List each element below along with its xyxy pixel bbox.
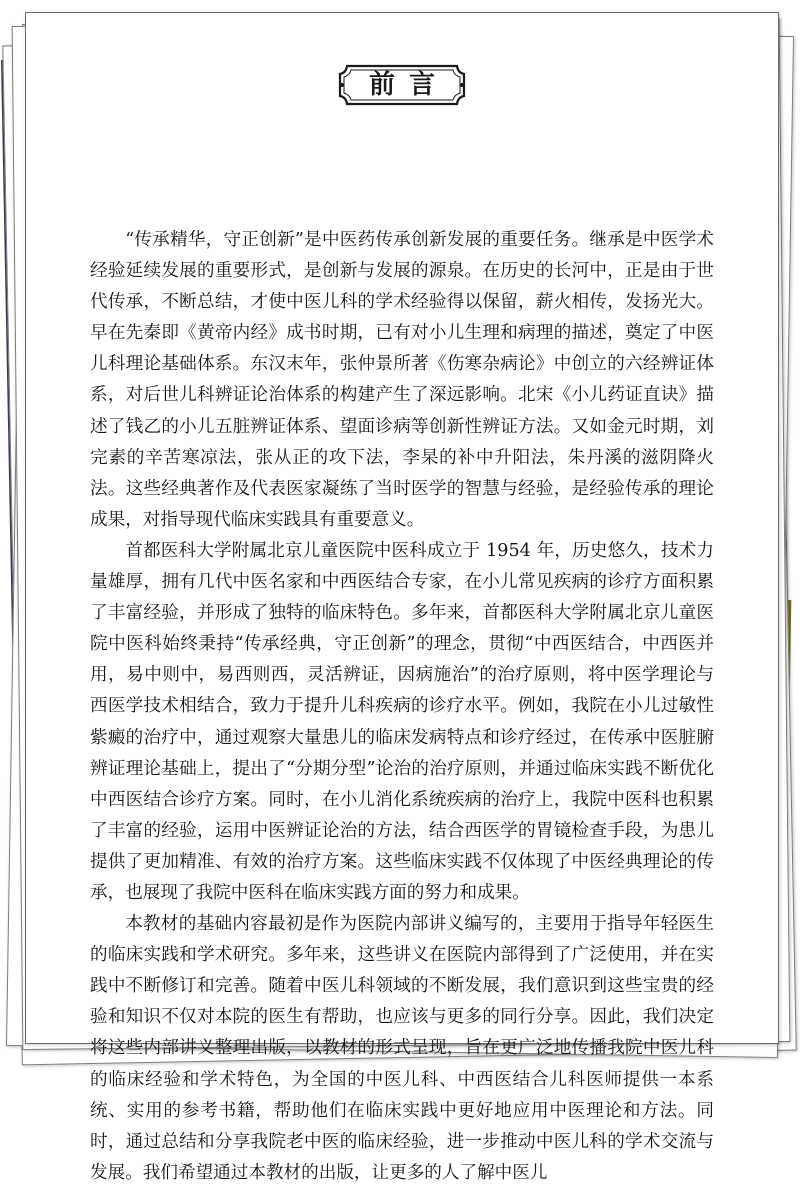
preface-body [90,225,714,1189]
paragraph: 本教材的基础内容最初是作为医院内部讲义编写的，主要用于指导年轻医生的临床实践和学术研究。多年来，这些讲义在医院内部得到了广泛使用，并在实践中不断修订和完善。随着中医儿科领域的不断发展，我们意识到这些宝贵的经验和知识不仅对本院的医生有帮助，也应该与更多的同行分享。因此，我们决定将这些内部讲义整理出版，以教材的形式呈现，旨在更广泛地传播我院中医儿科的临床经验和学术特色，为全国的中医儿科、中西医结合儿科医师提供一本系统、实用的参考书籍，帮助他们在临床实践中更好地应用中医理论和方法。同时，通过总结和分享我院老中医的临床经验，进一步推动中医儿科的学术交流与发展。我们希望通过本教材的出版，让更多的人了解中医儿 [90,914,714,1183]
paragraph: 首都医科大学附属北京儿童医院中医科成立于 1954 年，历史悠久，技术力量雄厚，拥有几代中医名家和中西医结合专家，在小儿常见疾病的诊疗方面积累了丰富经验，并形成了独特的临床特色。多年来，首都医科大学附属北京儿童医院中医科始终秉持“传承经典，守正创新”的理念，贯彻“中西医结合，中西医并用，易中则中，易西则西，灵活辨证，因病施治”的治疗原则，将中医学理论与西医学技术相结合，致力于提升儿科疾病的诊疗水平。例如，我院在小儿过敏性紫癜的治疗中，通过观察大量患儿的临床发病特点和诊疗经过，在传承中医脏腑辨证理论基础上，提出了“分期分型”论治的治疗原则，并通过临床实践不断优化中西医结合诊疗方案。同时，在小儿消化系统疾病的治疗上，我院中医科也积累了丰富的经验，运用中医辨证论治的方法，结合西医学的胃镜检查手段，为患儿提供了更加精准、有效的治疗方案。这些临床实践不仅体现了中医经典理论的传承，也展现了我院中医科在临床实践方面的努力和成果。 [90,540,714,903]
title-frame [337,63,467,107]
paragraph: “传承精华，守正创新”是中医药传承创新发展的重要任务。继承是中医学术经验延续发展的重要形式，是创新与发展的源泉。在历史的长河中，正是由于世代传承，不断总结，才使中医儿科的学术经验得以保留，薪火相传，发扬光大。早在先秦即《黄帝内经》成书时期，已有对小儿生理和病理的描述，奠定了中医儿科理论基础体系。东汉末年，张仲景所著《伤寒杂病论》中创立的六经辨证体系，对后世儿科辨证论治体系的构建产生了深远影响。北宋《小儿药证直诀》描述了钱乙的小儿五脏辨证体系、望面诊病等创新性辨证方法。又如金元时期，刘完素的辛苦寒凉法，张从正的攻下法，李杲的补中升阳法，朱丹溪的滋阴降火法。这些经典著作及代表医家凝练了当时医学的智慧与经验，是经验传承的理论成果，对指导现代临床实践具有重要意义。 [90,230,714,530]
page-title: 前言 [368,70,449,100]
document-page [25,12,779,1183]
